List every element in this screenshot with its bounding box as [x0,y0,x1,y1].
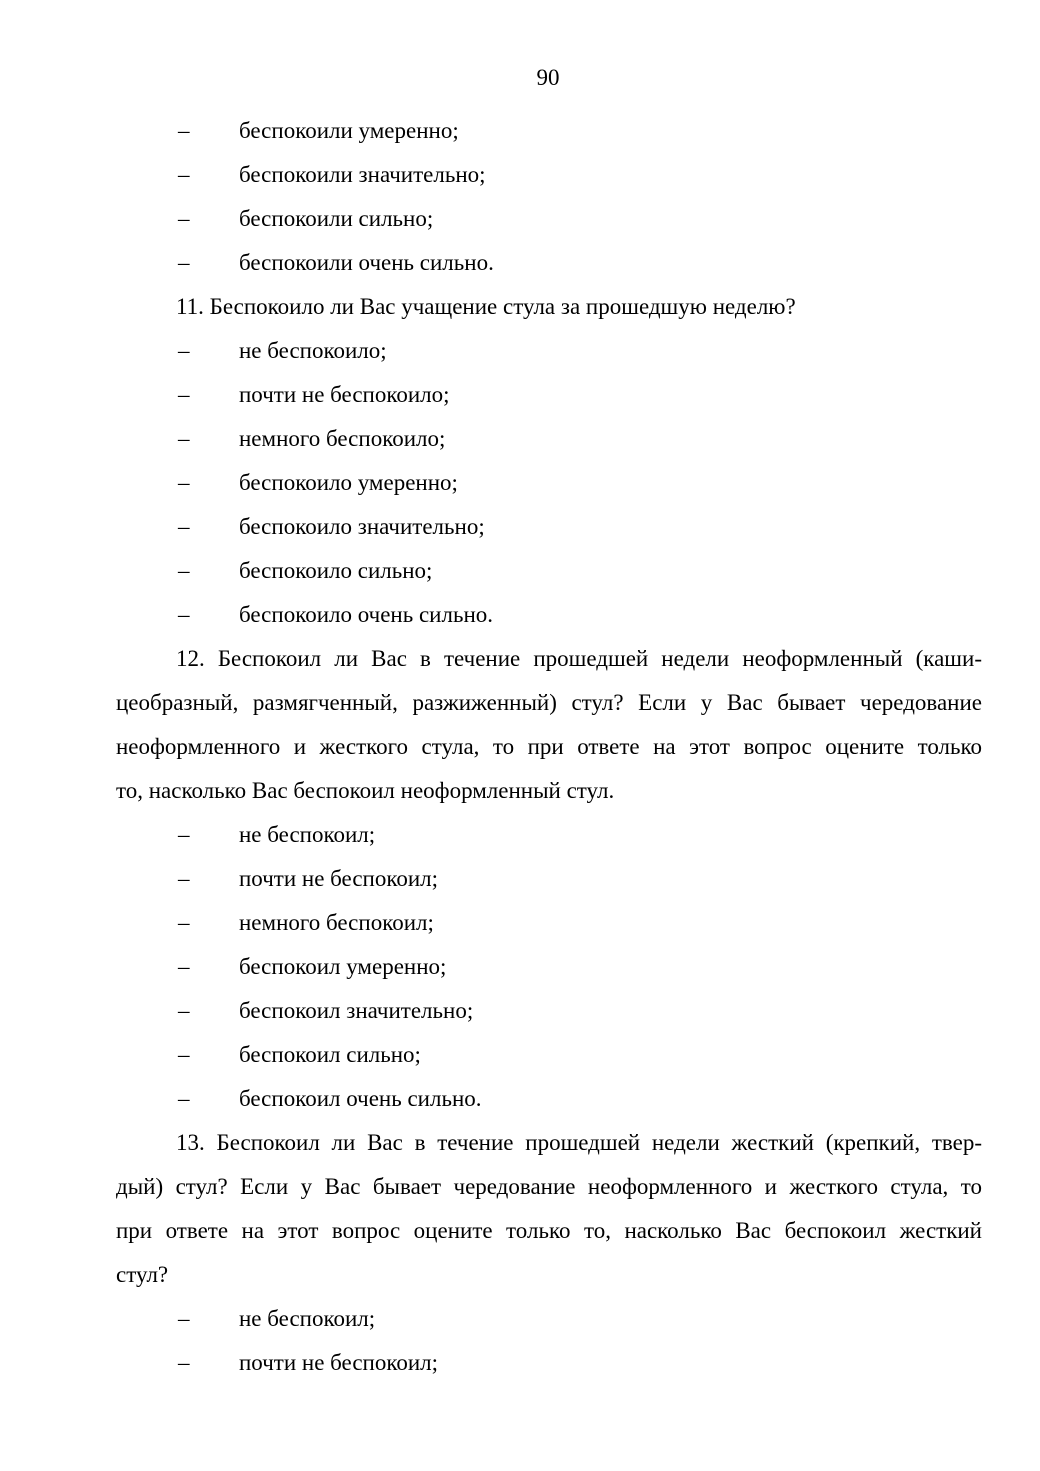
question-12-line: неоформленного и жесткого стула, то при ответе на этот вопрос оцените только [116,734,982,759]
question-13-line: 13. Беспокоил ли Вас в течение прошедшей недели жесткий (крепкий, твер- [176,1130,982,1155]
dash-bullet: – [178,1086,190,1111]
list-item: – беспокоило значительно; [116,505,982,549]
dash-bullet: – [178,382,190,407]
dash-bullet: – [178,602,190,627]
dash-bullet: – [178,1350,190,1375]
question-13-line: стул? [116,1262,169,1287]
dash-bullet: – [178,426,190,451]
question-12-line: цеобразный, размягченный, разжиженный) стул? Если у Вас бывает чередование [116,690,982,715]
list-item: – почти не беспокоил; [116,1341,982,1385]
question-13-line: при ответе на этот вопрос оцените только то, насколько Вас беспокоил жесткий [116,1218,982,1243]
list-item: – немного беспокоил; [116,901,982,945]
dash-bullet: – [178,162,190,187]
dash-bullet: – [178,470,190,495]
list-item: – беспокоил умеренно; [116,945,982,989]
list-item: – не беспокоил; [116,813,982,857]
document-body [116,109,982,1385]
dash-bullet: – [178,822,190,847]
list-item: – немного беспокоило; [116,417,982,461]
list-item: – беспокоили очень сильно. [116,241,982,285]
question-11: 11. Беспокоило ли Вас учащение стула за прошедшую неделю? [176,294,796,319]
list-item: – почти не беспокоило; [116,373,982,417]
page-number: 90 [536,65,560,90]
list-item: – беспокоили умеренно; [116,109,982,153]
question-12-line: то, насколько Вас беспокоил неоформленный стул. [116,778,615,803]
list-item: – беспокоил очень сильно. [116,1077,982,1121]
list-item: – не беспокоил; [116,1297,982,1341]
dash-bullet: – [178,338,190,363]
question-13-line: дый) стул? Если у Вас бывает чередование неоформленного и жесткого стула, то [116,1174,982,1199]
dash-bullet: – [178,206,190,231]
list-item: – беспокоил сильно; [116,1033,982,1077]
dash-bullet: – [178,1306,190,1331]
list-item: – беспокоили значительно; [116,153,982,197]
dash-bullet: – [178,118,190,143]
dash-bullet: – [178,998,190,1023]
list-item: – беспокоило сильно; [116,549,982,593]
list-item: – беспокоил значительно; [116,989,982,1033]
dash-bullet: – [178,910,190,935]
list-item: – беспокоило очень сильно. [116,593,982,637]
dash-bullet: – [178,866,190,891]
question-12-line: 12. Беспокоил ли Вас в течение прошедшей недели неоформленный (каши- [176,646,982,671]
dash-bullet: – [178,1042,190,1067]
list-item: – беспокоили сильно; [116,197,982,241]
list-item: – почти не беспокоил; [116,857,982,901]
dash-bullet: – [178,514,190,539]
dash-bullet: – [178,558,190,583]
list-item: – беспокоило умеренно; [116,461,982,505]
dash-bullet: – [178,954,190,979]
dash-bullet: – [178,250,190,275]
list-item: – не беспокоило; [116,329,982,373]
